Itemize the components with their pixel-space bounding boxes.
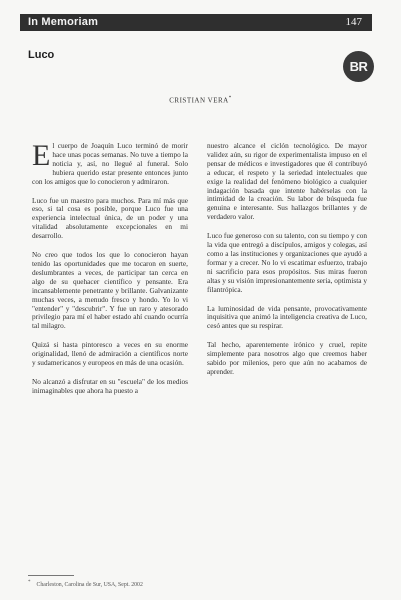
paragraph: No alcanzó a disfrutar en su "escuela" de los medios inimaginables que ahora ha puesto a — [32, 376, 188, 395]
running-header — [20, 14, 372, 31]
author-footnote-mark: * — [228, 96, 232, 101]
paragraph: Tal hecho, aparentemente irónico y cruel, repite simplemente para nosotros algo que creemos haber sabido por milenios, pero que aún no acabamos de aprender. — [207, 340, 367, 376]
footnote-mark: * — [28, 580, 31, 585]
paragraph: La luminosidad de vida pensante, provocativamente inquisitiva que animó la inteligencia creativa de Luco, cesó antes que su respirar. — [207, 303, 367, 331]
paragraph: Luco fue generoso con su talento, con su tiempo y con la vida que entregó a discípulos, amigos y colegas, así como a las instituciones y organizaciones que ayudó a formar y a crecer. No lo vi escatimar esfuerzo, trabajo ni sacrificio para esos propósitos. Sus miras fueron altas y su visión impresionantemente seria, optimista y filantrópica. — [207, 231, 367, 294]
left-column — [32, 139, 188, 396]
footnote — [28, 580, 143, 588]
right-column — [207, 142, 367, 377]
page-number: 147 — [345, 16, 362, 28]
logo-text: BR — [349, 59, 368, 74]
paragraph: nuestro alcance el ciclón tecnológico. De mayor validez aún, su rigor de experimentalista impuso en el pensar de médicos e investigadores que él contribuyó a educar, el respeto y la seriedad intelectuales que exige la realidad del fenómeno biológico a cualquier indagación basada que intente habérselas con la intimidad de la creación. Su labor de búsqueda fue genuina e interesante. Sus hallazgos brillantes y de verdadero valor. — [207, 141, 367, 222]
paragraph: Luco fue un maestro para muchos. Para mí más que eso, si tal cosa es posible, porque Luco fue una experiencia intelectual única, de un poder y una vitalidad absolutamente excepcionales en mi desarrollo. — [32, 195, 188, 241]
paragraph: Quizá si hasta pintoresco a veces en su enorme originalidad, llenó de admiración a científicos norte y sudamericanos y europeos en más de una ocasión. — [32, 340, 188, 368]
paragraph: No creo que todos los que lo conocieron hayan tenido las oportunidades que me tocaron en suerte, deslumbrantes a veces, de participar tan cerca en algo de su quehacer científico y pensante. Era incansablemente penetrante y brillante. Galvanizante muchas veces, a menudo fresco y hondo. Yo lo vi "entender" y "descubrir". Y fue un raro y atesorado privilegio para mí el haber estado ahí cuando ocurría tal milagro. — [32, 250, 188, 331]
author-name: CRISTIAN VERA — [169, 96, 229, 105]
footnote-divider — [28, 575, 74, 576]
section-label: In Memoriam — [28, 16, 99, 28]
author-line — [0, 96, 401, 104]
journal-logo — [343, 51, 374, 82]
footnote-text: Charleston, Carolina de Sur, USA, Sept. 2002 — [36, 581, 143, 588]
article-title: Luco — [28, 49, 55, 61]
paragraph: El cuerpo de Joaquín Luco terminó de morir hace unas pocas semanas. No tuve a tiempo la noticia y, así, no llegué al funeral. Solo hubiera querido estar presente entonces junto con los amigos que lo conocieron y admiraron. — [32, 139, 188, 186]
